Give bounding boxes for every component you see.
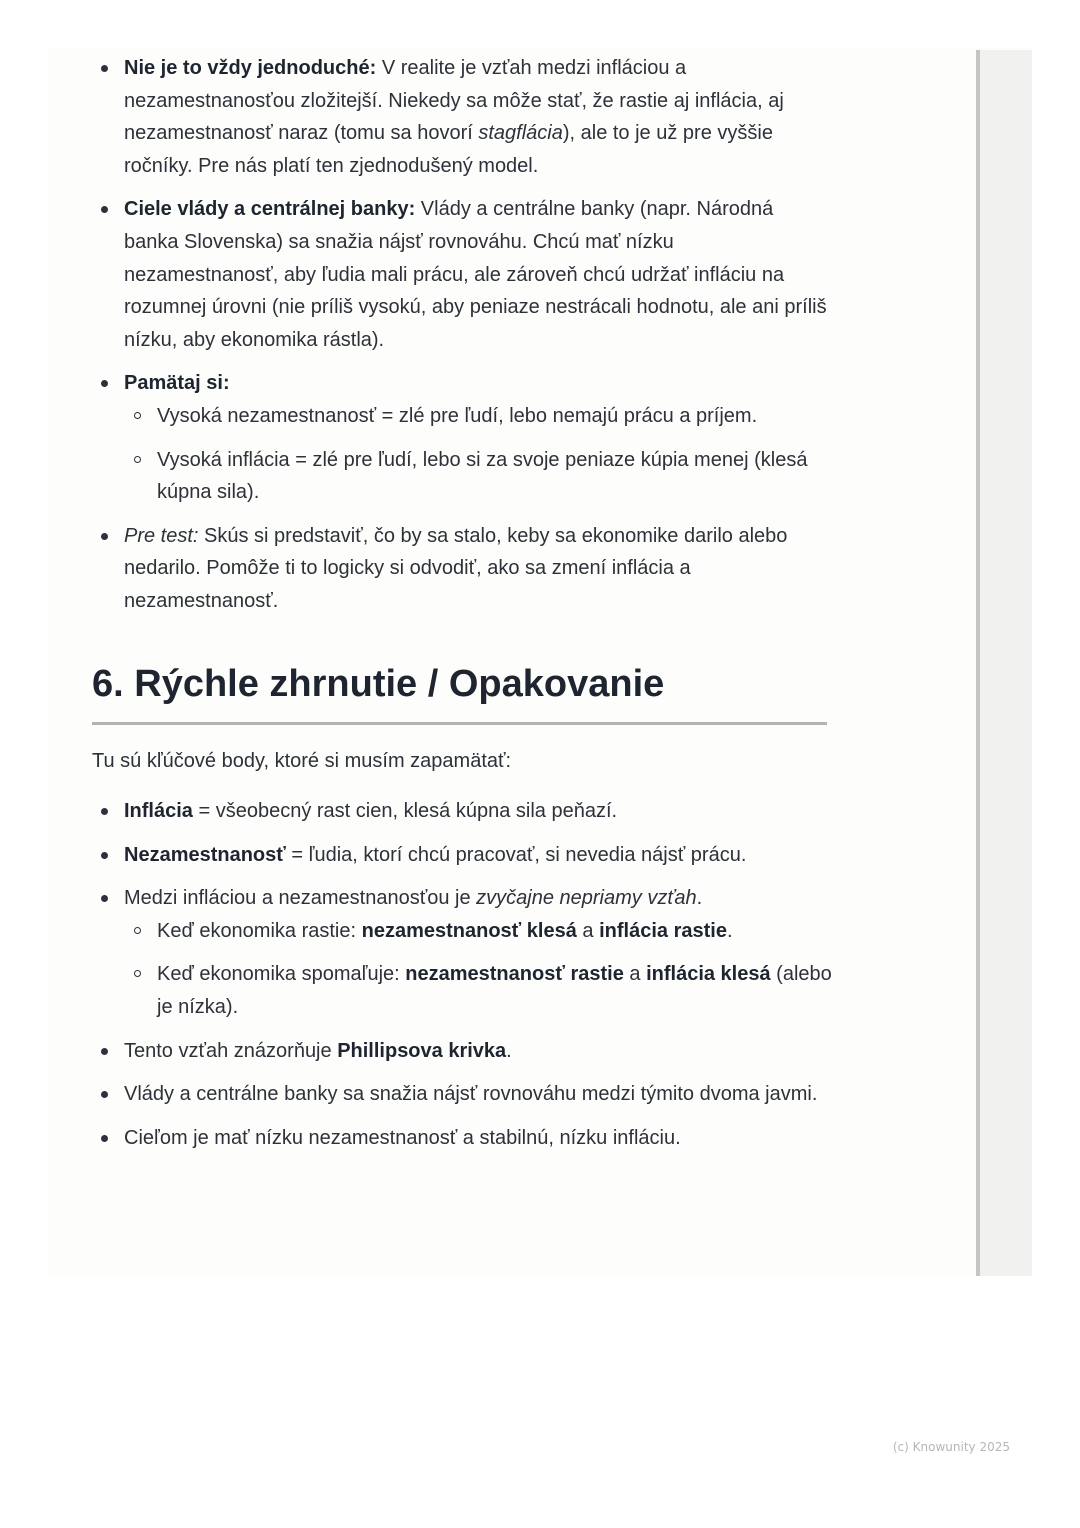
item-text: . <box>696 887 703 910</box>
list-item <box>92 52 832 182</box>
side-rail <box>976 50 1032 1276</box>
item-text: = ľudia, ktorí chcú pracovať, si nevedia nájsť prácu. <box>285 843 747 866</box>
item-text: Skús si predstaviť, čo by sa stalo, keby sa ekonomike darilo alebo nedarilo. Pomôže ti to logicky si odvodiť, ako sa zmení inflácia a nezamestnanosť. <box>124 524 788 612</box>
sub-list-item <box>124 915 832 948</box>
list-item: Cieľom je mať nízku nezamestnanosť a stabilnú, nízku infláciu. <box>92 1122 832 1155</box>
item-bold: Ciele vlády a centrálnej banky: <box>124 198 416 221</box>
sub-list <box>124 915 832 1024</box>
copyright-footer: (c) Knowunity 2025 <box>892 1440 1010 1454</box>
document-content <box>92 52 832 1165</box>
item-text: V realite je vzťah medzi infláciou a nezamestnanosťou zložitejší. Niekedy sa môže stať, že rastie aj inflácia, aj nezamestnanosť naraz (tomu sa hovorí <box>124 57 784 145</box>
list-item <box>92 193 832 356</box>
item-text: Medzi infláciou a nezamestnanosťou je <box>124 887 477 910</box>
list-item <box>92 882 832 1023</box>
item-bold: inflácia rastie <box>599 919 727 942</box>
item-bold: Pamätaj si: <box>124 372 230 395</box>
list-item <box>92 520 832 618</box>
item-bold: Phillipsova krivka <box>337 1039 507 1062</box>
section-heading: 6. Rýchle zhrnutie / Opakovanie <box>92 660 827 725</box>
item-bold: Nie je to vždy jednoduché: <box>124 57 377 79</box>
item-text: (alebo je nízka). <box>157 963 832 1019</box>
item-text: = všeobecný rast cien, klesá kúpna sila peňazí. <box>192 800 618 823</box>
item-italic: stagflácia <box>478 122 563 145</box>
list-item <box>92 795 832 828</box>
list-item <box>92 839 832 872</box>
item-italic: Pre test: <box>124 524 199 547</box>
item-text: ), ale to je už pre vyššie ročníky. Pre nás platí ten zjednodušený model. <box>124 122 773 177</box>
item-bold: inflácia klesá <box>646 963 771 986</box>
sub-list-item: Vysoká inflácia = zlé pre ľudí, lebo si za svoje peniaze kúpia menej (klesá kúpna sila). <box>124 444 832 509</box>
sub-list-item <box>124 958 832 1023</box>
item-bold: Nezamestnanosť <box>124 843 286 866</box>
item-text: a <box>576 919 600 942</box>
item-italic: zvyčajne nepriamy vzťah <box>476 887 697 910</box>
list-item <box>92 367 832 508</box>
item-text: Tento vzťah znázorňuje <box>124 1039 338 1062</box>
sub-list-item: Vysoká nezamestnanosť = zlé pre ľudí, lebo nemajú prácu a príjem. <box>124 400 832 433</box>
item-text: a <box>623 963 647 986</box>
item-text: Keď ekonomika spomaľuje: <box>157 963 406 986</box>
sub-list <box>124 400 832 509</box>
section-intro: Tu sú kľúčové body, ktoré si musím zapamätať: <box>92 749 512 772</box>
item-bold: nezamestnanosť klesá <box>361 919 577 942</box>
item-text: Keď ekonomika rastie: <box>157 919 362 942</box>
list-item <box>92 1035 832 1068</box>
summary-list <box>92 795 832 1154</box>
item-bold: nezamestnanosť rastie <box>405 963 624 986</box>
item-bold: Inflácia <box>124 800 193 823</box>
section5-list <box>92 52 832 618</box>
item-text: . <box>726 919 733 942</box>
item-text: Vlády a centrálne banky (napr. Národná banka Slovenska) sa snažia nájsť rovnováhu. Chcú mať nízku nezamestnanosť, aby ľudia mali prácu, ale zároveň chcú udržať infláciu na rozumnej úrovni (nie príliš vysokú, aby peniaze nestrácali hodnotu, ale ani príliš nízku, aby ekonomika rástla). <box>124 198 827 351</box>
list-item: Vlády a centrálne banky sa snažia nájsť rovnováhu medzi týmito dvoma javmi. <box>92 1078 832 1111</box>
item-text: . <box>506 1039 512 1062</box>
